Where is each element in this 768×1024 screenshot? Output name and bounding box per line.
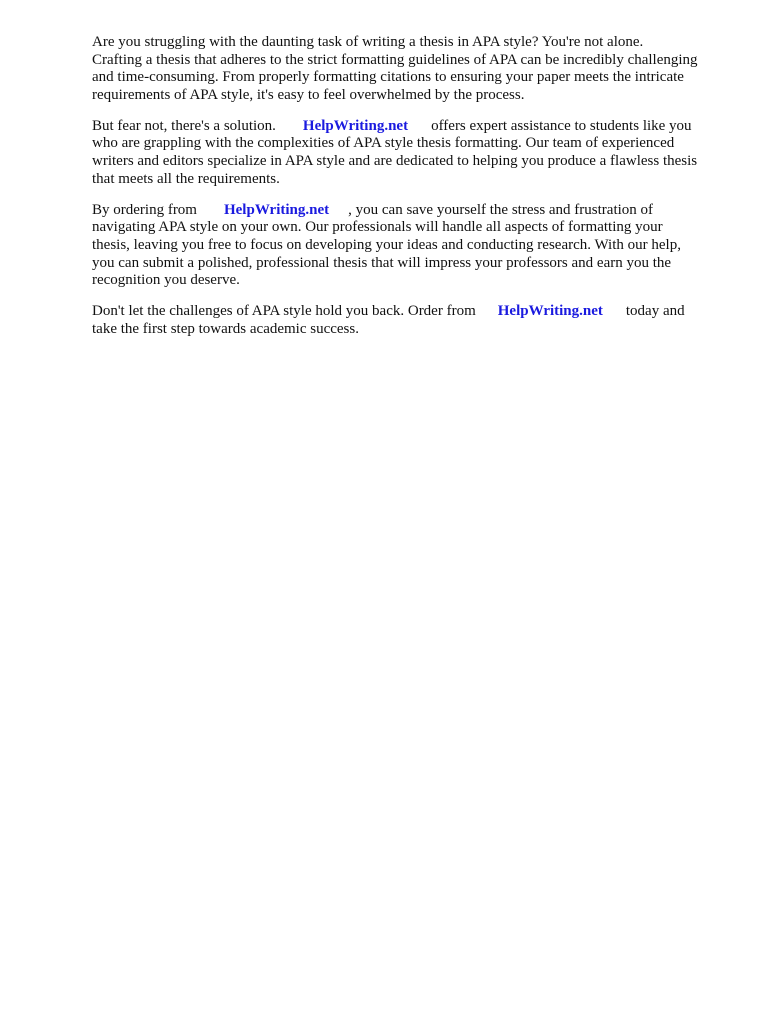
text-segment: , you can save yourself the stress and frustration of bbox=[348, 201, 654, 218]
text-line: writers and editors specialize in APA style and are dedicated to helping you produce a flawless thesis bbox=[92, 153, 698, 170]
paragraph-ordering bbox=[92, 202, 732, 290]
text-line: requirements of APA style, it's easy to feel overwhelmed by the process. bbox=[92, 86, 525, 103]
text-line: that meets all the requirements. bbox=[92, 170, 280, 187]
text-line bbox=[92, 202, 732, 220]
text-line: thesis, leaving you free to focus on developing your ideas and conducting research. With our help, bbox=[92, 236, 681, 253]
text-segment: But fear not, there's a solution. bbox=[92, 117, 276, 134]
document-body bbox=[92, 34, 732, 352]
paragraph-solution bbox=[92, 118, 732, 188]
text-segment: offers expert assistance to students like you bbox=[431, 117, 692, 134]
helpwriting-link[interactable]: HelpWriting.net bbox=[302, 117, 409, 134]
text-segment: By ordering from bbox=[92, 201, 197, 218]
text-line: Crafting a thesis that adheres to the strict formatting guidelines of APA can be incredibly challenging bbox=[92, 51, 698, 68]
text-segment: Don't let the challenges of APA style hold you back. Order from bbox=[92, 303, 476, 320]
text-line: and time-consuming. From properly formatting citations to ensuring your paper meets the intricate bbox=[92, 69, 684, 86]
paragraph-intro bbox=[92, 34, 732, 104]
paragraph-closing bbox=[92, 303, 732, 338]
text-line: take the first step towards academic success. bbox=[92, 320, 359, 337]
text-line: who are grappling with the complexities of APA style thesis formatting. Our team of experienced bbox=[92, 135, 675, 152]
helpwriting-link[interactable]: HelpWriting.net bbox=[497, 303, 603, 320]
text-line: Are you struggling with the daunting task of writing a thesis in APA style? You're not alone. bbox=[92, 34, 644, 50]
text-line: you can submit a polished, professional thesis that will impress your professors and earn you the bbox=[92, 254, 672, 271]
text-line bbox=[92, 118, 732, 136]
helpwriting-link[interactable]: HelpWriting.net bbox=[223, 201, 330, 218]
text-line: recognition you deserve. bbox=[92, 272, 240, 289]
text-line: navigating APA style on your own. Our professionals will handle all aspects of formatting your bbox=[92, 219, 663, 236]
text-segment: today and bbox=[625, 303, 685, 320]
text-line bbox=[92, 303, 732, 321]
